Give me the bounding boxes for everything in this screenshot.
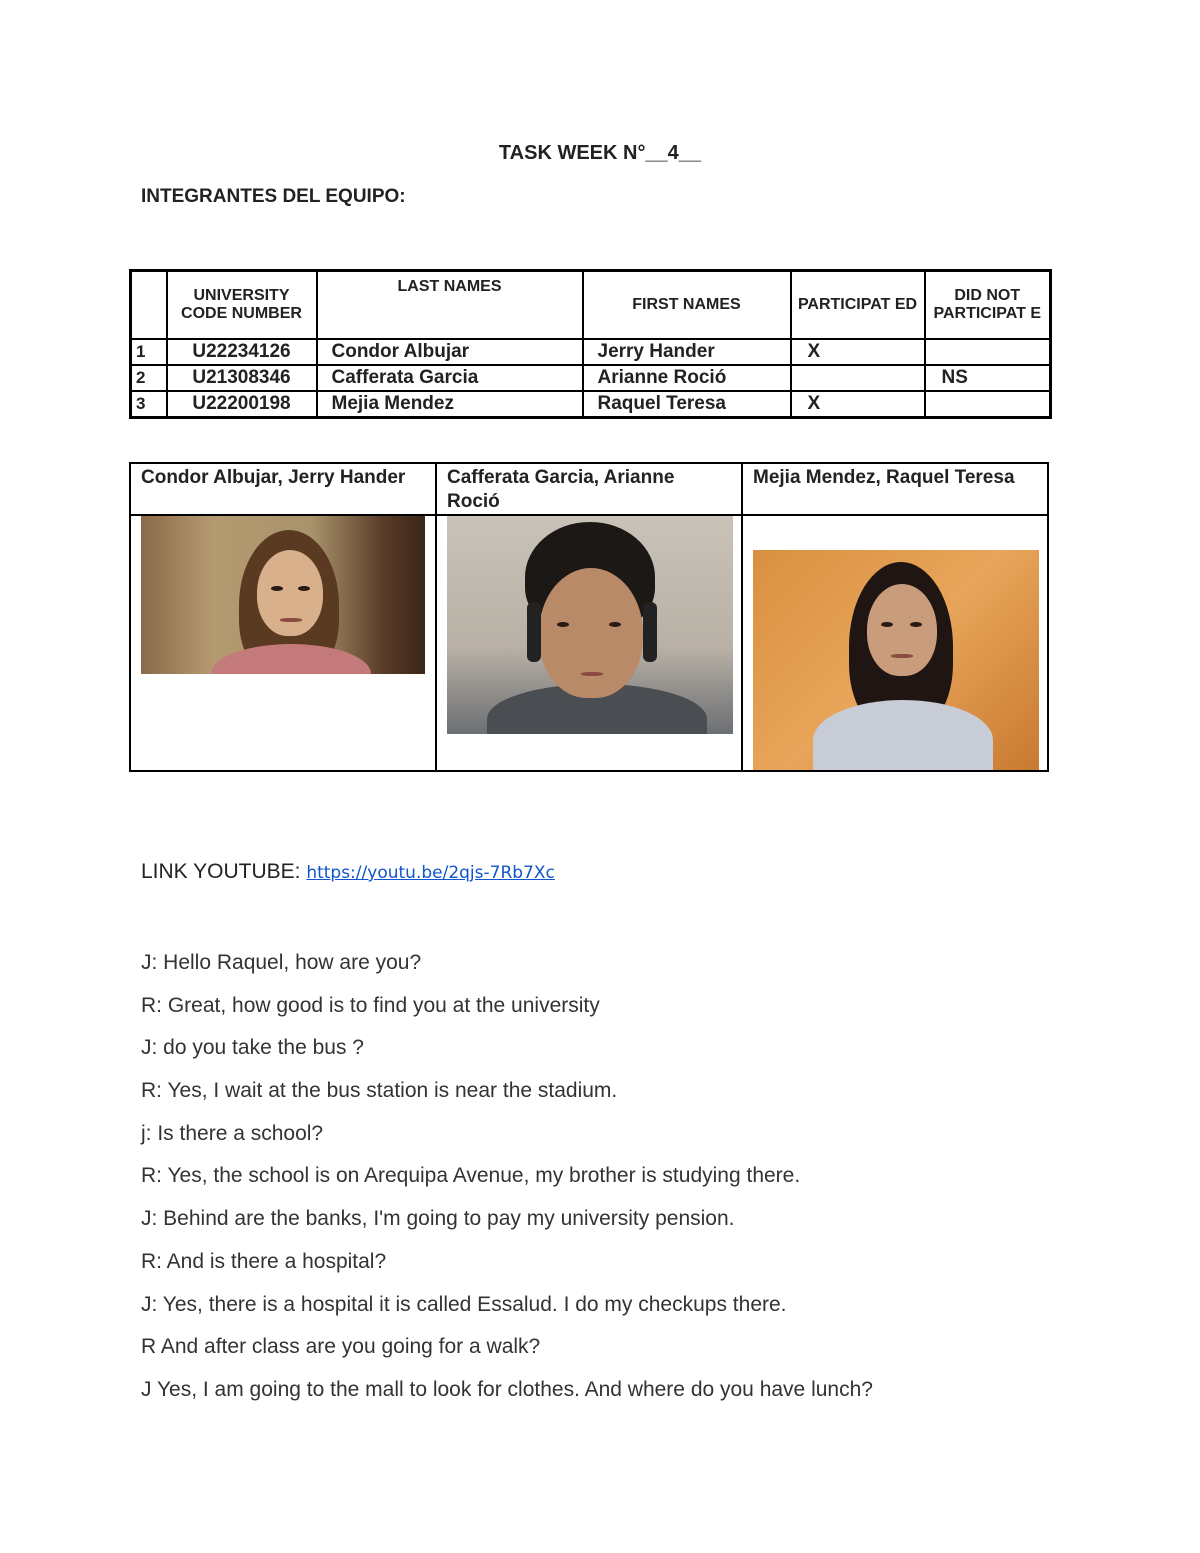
dialogue-line: J: Yes, there is a hospital it is called Essalud. I do my checkups there.: [141, 1292, 787, 1316]
table-row: [131, 365, 1051, 391]
photo-cell-3: [742, 515, 1048, 771]
youtube-link[interactable]: https://youtu.be/2qjs-7Rb7Xc: [306, 863, 555, 883]
dialogue-line: R And after class are you going for a walk?: [141, 1335, 541, 1359]
participant-photo-1: [141, 516, 425, 674]
header-first-names: FIRST NAMES: [583, 271, 791, 340]
dialogue-line: R: Yes, the school is on Arequipa Avenue, my brother is studying there.: [141, 1164, 801, 1188]
photo-cell-2: [436, 515, 742, 771]
dialogue-line: R: And is there a hospital?: [141, 1249, 387, 1273]
dialogue-line: R: Yes, I wait at the bus station is near the stadium.: [141, 1079, 618, 1103]
last-names: Cafferata Garcia: [317, 365, 583, 391]
photo-name-1: Condor Albujar, Jerry Hander: [130, 463, 436, 515]
dialogue-line: R: Great, how good is to find you at the university: [141, 993, 600, 1017]
dialogue-line: j: Is there a school?: [141, 1121, 324, 1145]
header-did-not-participate: DID NOT PARTICIPAT E: [925, 271, 1051, 340]
participant-photo-2: [447, 516, 733, 734]
last-names: Condor Albujar: [317, 339, 583, 365]
header-index: [131, 271, 167, 340]
university-code: U21308346: [167, 365, 317, 391]
dialogue-line: J: Behind are the banks, I'm going to pay my university pension.: [141, 1207, 735, 1231]
participated-mark: [791, 365, 925, 391]
team-members-heading: INTEGRANTES DEL EQUIPO:: [141, 186, 406, 207]
photo-name-3: Mejia Mendez, Raquel Teresa: [742, 463, 1048, 515]
row-index: 2: [131, 365, 167, 391]
did-not-participate-mark: [925, 339, 1051, 365]
header-last-names: LAST NAMES: [317, 271, 583, 340]
photo-names-row: [130, 463, 1048, 515]
photos-table: [129, 462, 1049, 772]
photo-name-2: Cafferata Garcia, Arianne Roció: [436, 463, 742, 515]
last-names: Mejia Mendez: [317, 391, 583, 418]
photo-cell-1: [130, 515, 436, 771]
first-names: Raquel Teresa: [583, 391, 791, 418]
university-code: U22200198: [167, 391, 317, 418]
university-code: U22234126: [167, 339, 317, 365]
photo-row: [130, 515, 1048, 771]
participant-photo-3: [753, 550, 1039, 770]
participated-mark: X: [791, 339, 925, 365]
members-table-header: [131, 271, 1051, 340]
youtube-link-label: LINK YOUTUBE:: [141, 860, 307, 883]
dialogue: [141, 948, 1141, 1418]
dialogue-line: J Yes, I am going to the mall to look for clothes. And where do you have lunch?: [141, 1377, 873, 1401]
dialogue-line: J: Hello Raquel, how are you?: [141, 951, 422, 974]
first-names: Arianne Roció: [583, 365, 791, 391]
participated-mark: X: [791, 391, 925, 418]
first-names: Jerry Hander: [583, 339, 791, 365]
did-not-participate-mark: [925, 391, 1051, 418]
did-not-participate-mark: NS: [925, 365, 1051, 391]
table-row: [131, 339, 1051, 365]
document-title: TASK WEEK N°__4__: [498, 142, 702, 164]
row-index: 1: [131, 339, 167, 365]
youtube-link-line: [141, 860, 555, 884]
dialogue-line: J: do you take the bus ?: [141, 1036, 364, 1060]
row-index: 3: [131, 391, 167, 418]
members-table: [129, 269, 1052, 419]
header-code: UNIVERSITY CODE NUMBER: [167, 271, 317, 340]
table-row: [131, 391, 1051, 418]
header-participated: PARTICIPAT ED: [791, 271, 925, 340]
